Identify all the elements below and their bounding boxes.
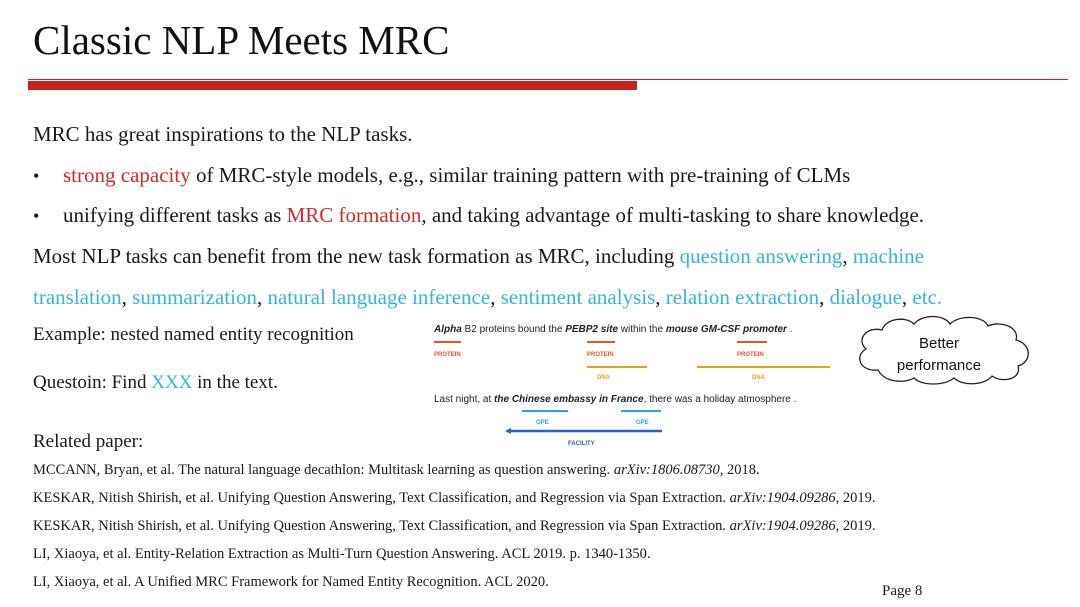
reference-text: LI, Xiaoya, et al. A Unified MRC Framework for Named Entity Recognition. ACL 2020.	[33, 574, 549, 590]
reference-year: , 2018.	[719, 462, 760, 478]
protein-tag: PROTEIN	[434, 352, 461, 358]
bullet-marker: •	[33, 166, 40, 186]
question-tail: in the text.	[192, 372, 278, 393]
task-etc: etc.	[912, 285, 943, 309]
reference-text: LI, Xiaoya, et al. Entity-Relation Extraction as Multi-Turn Question Answering. ACL 2019. p. 1340-1350.	[33, 546, 651, 562]
task-dialogue: dialogue	[829, 285, 902, 309]
bullet-2	[63, 203, 924, 228]
strong-capacity-highlight: strong capacity	[63, 163, 191, 187]
protein-tag: PROTEIN	[737, 352, 764, 358]
task-question-answering: question answering	[679, 244, 843, 268]
reference-item	[33, 546, 651, 563]
figure-sentence-1: Alpha B2 proteins bound the PEBP2 site within the mouse GM-CSF promoter .	[434, 324, 793, 335]
task-nli: natural language inference	[267, 285, 491, 309]
tasks-lead: Most NLP tasks can benefit from the new task formation as MRC, including	[33, 244, 680, 268]
reference-item	[33, 462, 760, 479]
tasks-paragraph-line2: translation, summarization, natural language inference, sentiment analysis, relation extraction, dialogue, etc.	[33, 285, 943, 309]
reference-item	[33, 490, 875, 507]
cloud-text-2: performance	[896, 357, 982, 374]
related-label: Related paper:	[33, 431, 144, 452]
tasks-paragraph-line1: Most NLP tasks can benefit from the new task formation as MRC, including question answering, machine	[33, 244, 924, 268]
mrc-formation-highlight: MRC formation	[286, 203, 422, 227]
bullet-1	[63, 163, 850, 188]
reference-venue: arXiv:1806.08730	[613, 462, 720, 478]
page-number: Page 8	[882, 583, 923, 599]
reference-item	[33, 574, 549, 591]
reference-venue: arXiv:1904.09286	[729, 490, 836, 506]
title-divider-thick	[28, 81, 637, 90]
question-line	[33, 372, 278, 394]
protein-tag: PROTEIN	[587, 352, 614, 358]
bullet-1-text: of MRC-style models, e.g., similar training pattern with pre-training of CLMs	[190, 163, 851, 187]
reference-year: , 2019.	[835, 490, 876, 506]
example-label: Example: nested named entity recognition	[33, 324, 354, 345]
question-placeholder: XXX	[151, 372, 193, 393]
slide-title: Classic NLP Meets MRC	[33, 17, 450, 63]
dna-tag: DNA	[752, 375, 765, 381]
gpe-tag: GPE	[636, 420, 649, 426]
reference-venue: arXiv:1904.09286	[729, 518, 836, 534]
reference-text: KESKAR, Nitish Shirish, et al. Unifying Question Answering, Text Classification, and Regression via Span Extraction.	[33, 490, 730, 506]
task-sentiment: sentiment analysis	[500, 285, 656, 309]
question-text: Questoin: Find	[33, 372, 152, 393]
dna-tag: DNA	[597, 375, 610, 381]
task-summarization: summarization	[132, 285, 257, 309]
bullet-2-text: unifying different tasks as	[63, 203, 287, 227]
better-performance-cloud	[850, 312, 1042, 386]
facility-arrow-left	[505, 428, 511, 434]
gpe-tag: GPE	[536, 420, 549, 426]
task-translation: translation	[33, 285, 122, 309]
bullet-2-tail: , and taking advantage of multi-tasking to share knowledge.	[421, 203, 925, 227]
reference-text: KESKAR, Nitish Shirish, et al. Unifying Question Answering, Text Classification, and Regression via Span Extraction.	[33, 518, 730, 534]
reference-text: MCCANN, Bryan, et al. The natural language decathlon: Multitask learning as question answering.	[33, 462, 614, 478]
figure-sentence-2: Last night, at the Chinese embassy in France, there was a holiday atmosphere .	[434, 394, 797, 405]
facility-tag: FACILITY	[568, 441, 595, 447]
reference-item	[33, 518, 875, 535]
bullet-marker: •	[33, 206, 40, 226]
reference-year: , 2019.	[835, 518, 876, 534]
cloud-text-1: Better	[918, 335, 960, 352]
title-divider-thin	[28, 79, 1068, 80]
task-machine: machine	[852, 244, 924, 268]
task-relation-extraction: relation extraction	[665, 285, 820, 309]
intro-text: MRC has great inspirations to the NLP tasks.	[33, 122, 413, 146]
nested-ner-figure	[425, 318, 845, 454]
